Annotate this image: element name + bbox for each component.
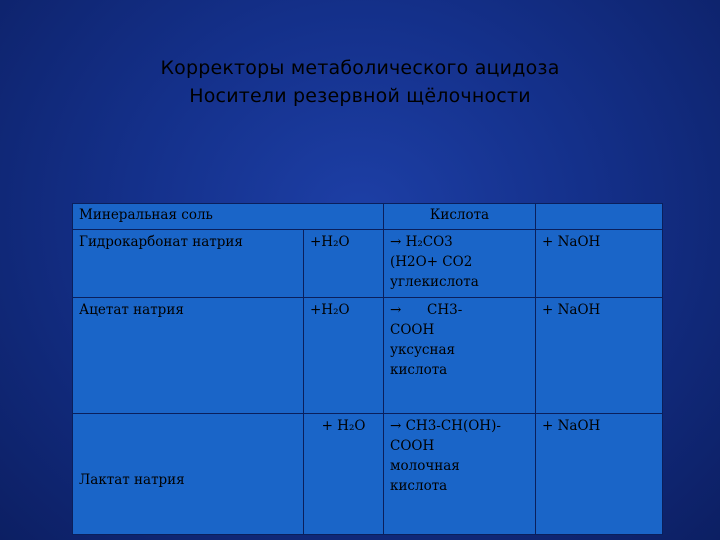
acid-line: → H₂CO3 [390,234,453,250]
base-cell: + NaOH [536,298,663,414]
table-row [73,414,663,535]
acid-line: → CH3-CH(OH)- [390,418,501,434]
acid-line: (H2O+ CO2 [390,254,473,270]
acid-line: COOH [390,438,435,454]
salt-cell: Ацетат натрия [73,298,304,414]
acid-cell [384,298,536,414]
acid-line: COOH [390,322,435,338]
salt-cell: Гидрокарбонат натрия [73,230,304,298]
acid-line: кислота [390,478,448,494]
water-cell: + H₂O [304,414,384,535]
header-empty [536,204,663,230]
acid-line: уксусная [390,342,456,358]
acid-line: углекислота [390,274,479,290]
header-acid: Кислота [384,204,536,230]
salts-table [72,203,663,535]
acid-line: молочная [390,458,460,474]
acid-line: → CH3- [390,302,463,318]
acid-cell [384,230,536,298]
header-salt: Минеральная соль [73,204,384,230]
water-cell: +H₂O [304,230,384,298]
acid-cell [384,414,536,535]
slide-title [0,54,720,110]
salt-cell: Лактат натрия [73,414,304,535]
water-cell: +H₂O [304,298,384,414]
title-line-2: Носители резервной щёлочности [189,85,531,107]
base-cell: + NaOH [536,414,663,535]
table-row [73,298,663,414]
title-line-1: Корректоры метаболического ацидоза [160,57,560,79]
acid-line: кислота [390,362,448,378]
table-header-row [73,204,663,230]
table-row [73,230,663,298]
base-cell: + NaOH [536,230,663,298]
